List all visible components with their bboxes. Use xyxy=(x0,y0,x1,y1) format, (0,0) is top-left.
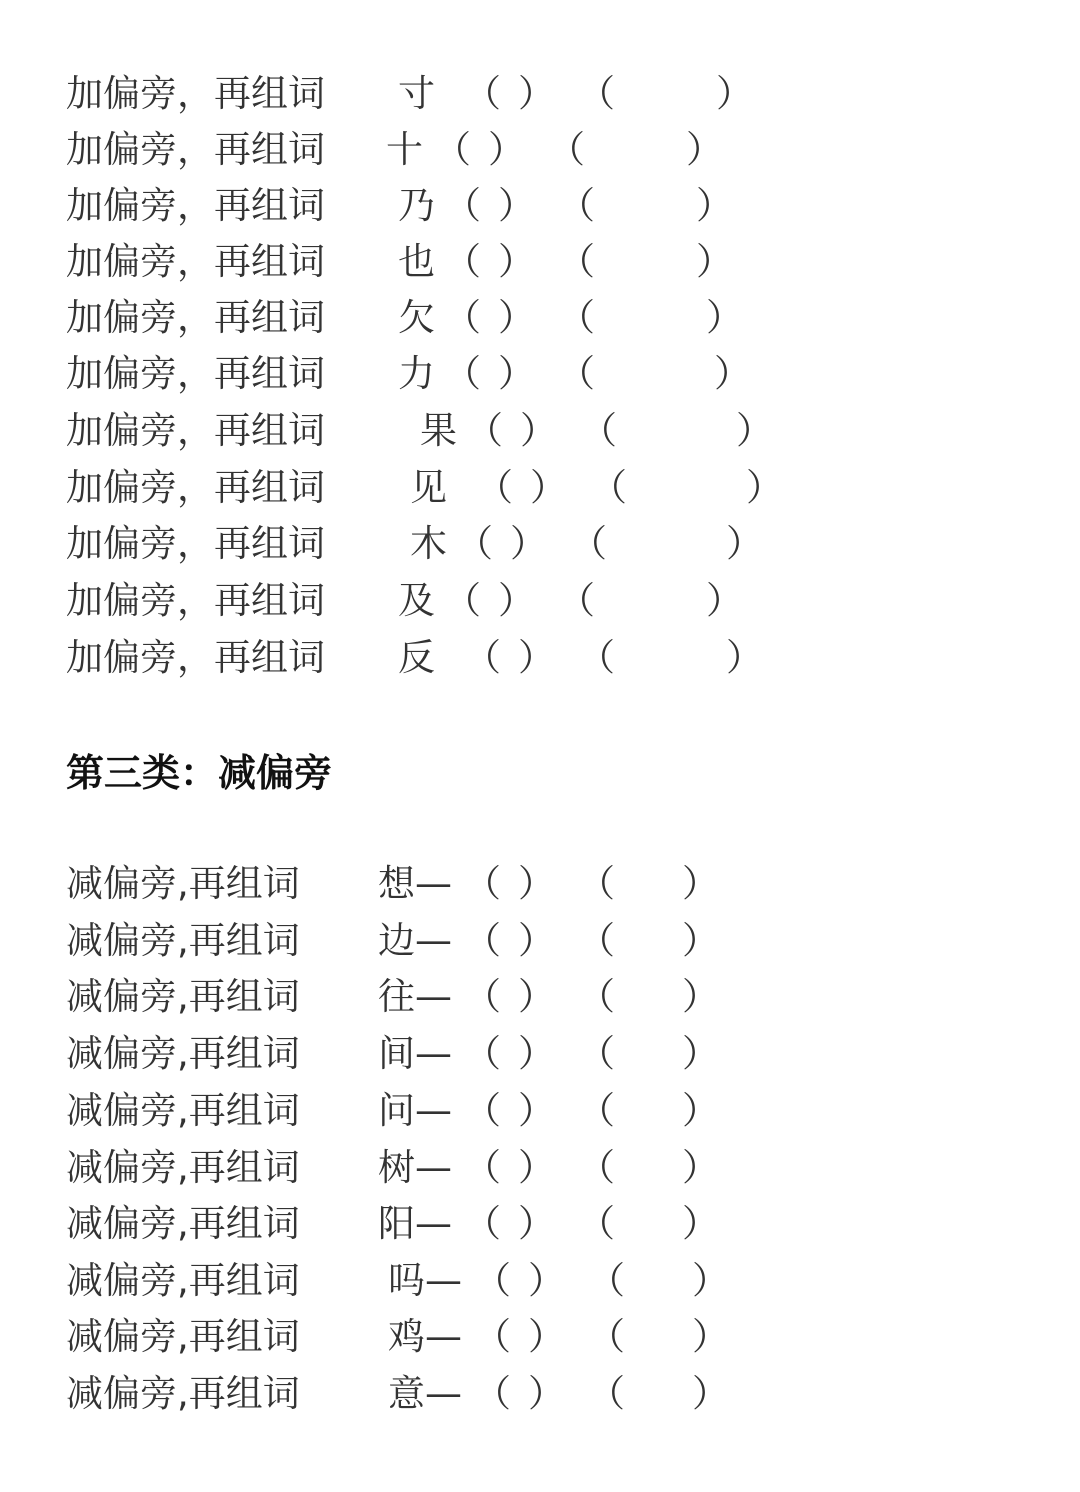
blank-2-open[interactable]: （ xyxy=(558,184,595,227)
blank-2-close[interactable]: ） xyxy=(682,1146,719,1189)
blank-2-close[interactable]: ） xyxy=(686,128,723,171)
blank-1-close[interactable]: ） xyxy=(530,466,567,509)
base-char: 边— xyxy=(378,919,452,962)
base-char: 阳— xyxy=(378,1202,452,1245)
blank-1-close[interactable]: ） xyxy=(498,240,535,283)
blank-1-open[interactable]: （ xyxy=(474,1315,511,1358)
blank-1-close[interactable]: ） xyxy=(510,522,547,565)
base-char: 鸡— xyxy=(388,1315,462,1358)
blank-2-close[interactable]: ） xyxy=(692,1259,729,1302)
row-label: 加偏旁，再组词 xyxy=(66,409,325,452)
blank-2-close[interactable]: ） xyxy=(696,240,733,283)
blank-1-close[interactable]: ） xyxy=(498,296,535,339)
base-char: 反 xyxy=(398,636,435,679)
base-char: 力 xyxy=(398,352,435,395)
blank-2-open[interactable]: （ xyxy=(570,522,607,565)
base-char: 也 xyxy=(398,240,435,283)
blank-2-open[interactable]: （ xyxy=(558,296,595,339)
blank-1-close[interactable]: ） xyxy=(498,184,535,227)
blank-2-open[interactable]: （ xyxy=(558,579,595,622)
base-char: 意— xyxy=(388,1372,462,1415)
blank-1-close[interactable]: ） xyxy=(518,1089,555,1132)
blank-2-close[interactable]: ） xyxy=(736,409,773,452)
blank-1-open[interactable]: （ xyxy=(464,862,501,905)
row-label: 减偏旁,再组词 xyxy=(66,1315,300,1358)
base-char: 往— xyxy=(378,975,452,1018)
blank-2-open[interactable]: （ xyxy=(578,72,615,115)
blank-2-open[interactable]: （ xyxy=(578,1146,615,1189)
blank-2-close[interactable]: ） xyxy=(716,72,753,115)
blank-1-close[interactable]: ） xyxy=(518,919,555,962)
blank-1-open[interactable]: （ xyxy=(464,72,501,115)
row-label: 减偏旁,再组词 xyxy=(66,919,300,962)
row-label: 减偏旁,再组词 xyxy=(66,1089,300,1132)
blank-1-open[interactable]: （ xyxy=(476,466,513,509)
blank-1-open[interactable]: （ xyxy=(464,1089,501,1132)
blank-2-close[interactable]: ） xyxy=(682,919,719,962)
blank-1-open[interactable]: （ xyxy=(456,522,493,565)
blank-2-open[interactable]: （ xyxy=(578,1089,615,1132)
base-char: 间— xyxy=(378,1032,452,1075)
blank-1-close[interactable]: ） xyxy=(518,1202,555,1245)
blank-2-open[interactable]: （ xyxy=(588,1315,625,1358)
blank-2-open[interactable]: （ xyxy=(578,636,615,679)
blank-2-close[interactable]: ） xyxy=(682,1032,719,1075)
blank-1-open[interactable]: （ xyxy=(464,919,501,962)
row-label: 减偏旁,再组词 xyxy=(66,1259,300,1302)
blank-1-open[interactable]: （ xyxy=(464,636,501,679)
row-label: 减偏旁,再组词 xyxy=(66,1146,300,1189)
blank-2-close[interactable]: ） xyxy=(706,579,743,622)
base-char: 见 xyxy=(410,466,447,509)
base-char: 乃 xyxy=(398,184,435,227)
blank-2-open[interactable]: （ xyxy=(588,1372,625,1415)
blank-2-open[interactable]: （ xyxy=(578,919,615,962)
row-label: 减偏旁,再组词 xyxy=(66,1202,300,1245)
base-char: 木 xyxy=(410,522,447,565)
blank-2-open[interactable]: （ xyxy=(558,352,595,395)
row-label: 加偏旁，再组词 xyxy=(66,466,325,509)
blank-2-open[interactable]: （ xyxy=(578,1202,615,1245)
blank-2-close[interactable]: ） xyxy=(746,466,783,509)
blank-1-close[interactable]: ） xyxy=(518,1032,555,1075)
row-label: 加偏旁，再组词 xyxy=(66,579,325,622)
blank-1-close[interactable]: ） xyxy=(518,72,555,115)
blank-2-open[interactable]: （ xyxy=(580,409,617,452)
base-char: 想— xyxy=(378,862,452,905)
blank-2-open[interactable]: （ xyxy=(548,128,585,171)
base-char: 问— xyxy=(378,1089,452,1132)
blank-2-close[interactable]: ） xyxy=(706,296,743,339)
blank-1-open[interactable]: （ xyxy=(474,1259,511,1302)
section-heading: 第三类：减偏旁 xyxy=(66,751,333,795)
blank-2-close[interactable]: ） xyxy=(726,636,763,679)
blank-1-open[interactable]: （ xyxy=(444,352,481,395)
blank-1-open[interactable]: （ xyxy=(464,1202,501,1245)
row-label: 加偏旁，再组词 xyxy=(66,240,325,283)
row-label: 加偏旁，再组词 xyxy=(66,128,325,171)
blank-2-close[interactable]: ） xyxy=(682,1202,719,1245)
row-label: 减偏旁,再组词 xyxy=(66,1032,300,1075)
blank-2-close[interactable]: ） xyxy=(726,522,763,565)
blank-1-close[interactable]: ） xyxy=(518,862,555,905)
blank-2-open[interactable]: （ xyxy=(578,862,615,905)
blank-1-close[interactable]: ） xyxy=(498,352,535,395)
blank-1-open[interactable]: （ xyxy=(444,184,481,227)
blank-1-close[interactable]: ） xyxy=(518,636,555,679)
row-label: 减偏旁,再组词 xyxy=(66,1372,300,1415)
row-label: 加偏旁，再组词 xyxy=(66,296,325,339)
row-label: 减偏旁,再组词 xyxy=(66,862,300,905)
blank-1-close[interactable]: ） xyxy=(520,409,557,452)
blank-2-close[interactable]: ） xyxy=(682,975,719,1018)
blank-2-close[interactable]: ） xyxy=(692,1315,729,1358)
blank-1-open[interactable]: （ xyxy=(474,1372,511,1415)
blank-2-close[interactable]: ） xyxy=(682,862,719,905)
row-label: 加偏旁，再组词 xyxy=(66,72,325,115)
blank-2-close[interactable]: ） xyxy=(682,1089,719,1132)
blank-2-open[interactable]: （ xyxy=(588,1259,625,1302)
blank-1-close[interactable]: ） xyxy=(488,128,525,171)
base-char: 寸 xyxy=(398,72,435,115)
blank-2-open[interactable]: （ xyxy=(590,466,627,509)
blank-1-open[interactable]: （ xyxy=(464,1032,501,1075)
base-char: 树— xyxy=(378,1146,452,1189)
base-char: 及 xyxy=(398,579,435,622)
row-label: 加偏旁，再组词 xyxy=(66,522,325,565)
base-char: 欠 xyxy=(398,296,435,339)
blank-1-close[interactable]: ） xyxy=(528,1315,565,1358)
blank-1-open[interactable]: （ xyxy=(434,128,471,171)
row-label: 加偏旁，再组词 xyxy=(66,184,325,227)
row-label: 加偏旁，再组词 xyxy=(66,352,325,395)
blank-2-close[interactable]: ） xyxy=(714,352,751,395)
blank-2-open[interactable]: （ xyxy=(558,240,595,283)
blank-1-close[interactable]: ） xyxy=(518,1146,555,1189)
blank-1-close[interactable]: ） xyxy=(528,1372,565,1415)
blank-1-close[interactable]: ） xyxy=(528,1259,565,1302)
blank-2-close[interactable]: ） xyxy=(692,1372,729,1415)
base-char: 吗— xyxy=(388,1259,462,1302)
blank-1-open[interactable]: （ xyxy=(444,579,481,622)
blank-2-close[interactable]: ） xyxy=(696,184,733,227)
base-char: 果 xyxy=(420,409,457,452)
blank-1-open[interactable]: （ xyxy=(464,975,501,1018)
blank-1-open[interactable]: （ xyxy=(444,296,481,339)
blank-1-close[interactable]: ） xyxy=(498,579,535,622)
blank-1-close[interactable]: ） xyxy=(518,975,555,1018)
blank-2-open[interactable]: （ xyxy=(578,1032,615,1075)
row-label: 加偏旁，再组词 xyxy=(66,636,325,679)
blank-2-open[interactable]: （ xyxy=(578,975,615,1018)
row-label: 减偏旁,再组词 xyxy=(66,975,300,1018)
blank-1-open[interactable]: （ xyxy=(444,240,481,283)
blank-1-open[interactable]: （ xyxy=(464,1146,501,1189)
base-char: 十 xyxy=(386,128,423,171)
blank-1-open[interactable]: （ xyxy=(466,409,503,452)
